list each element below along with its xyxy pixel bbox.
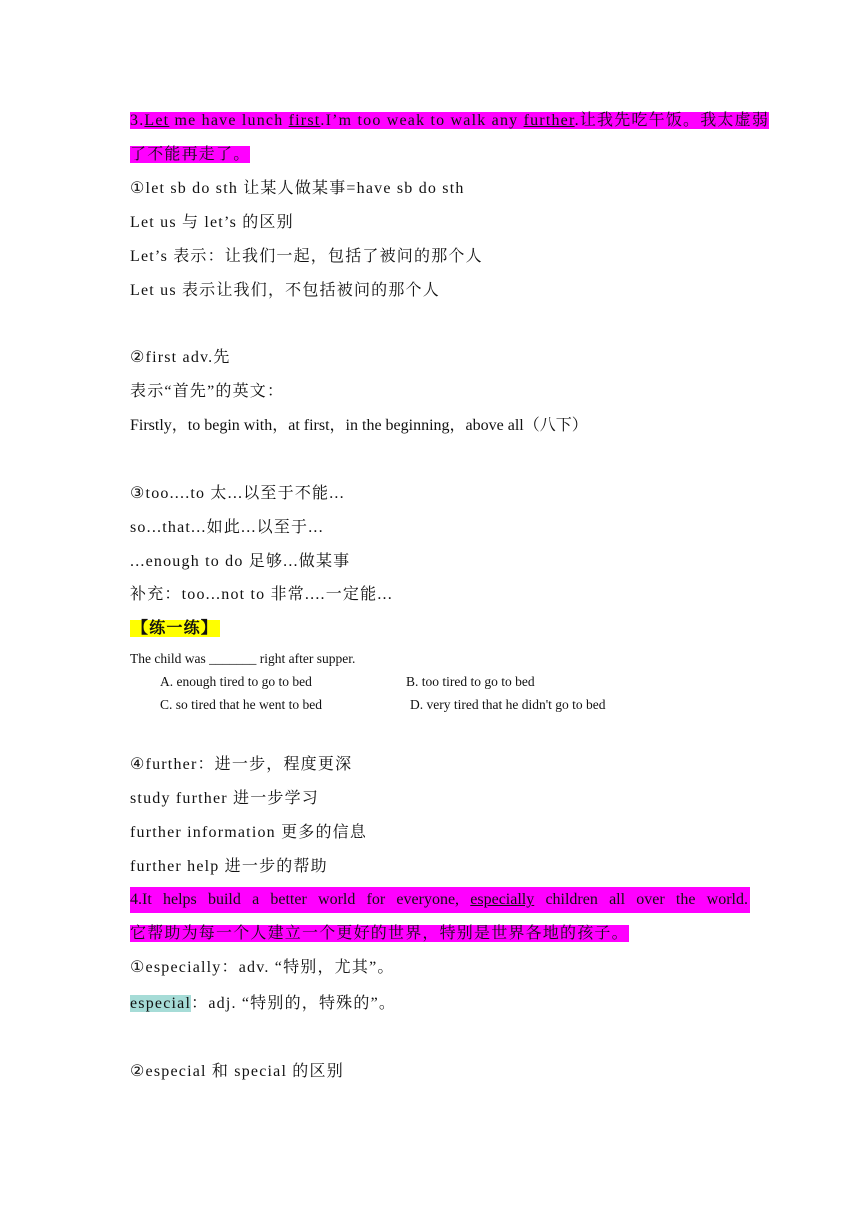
sentence-3-line-1 [130,108,769,134]
option-c: C. so tired that he went to bed [160,697,322,712]
note-let-title: ①let sb do sth 让某人做某事=have sb do sth [130,180,465,197]
note-first-line-1: 表示“首先”的英文： [130,383,285,400]
text-fragment: ：adj. “特别的，特殊的”。 [191,995,397,1012]
sentence-number: 3. [130,112,145,129]
note-further-title: ④further：进一步，程度更深 [130,756,353,773]
note-too-line-3: 补充：too...not to 非常....一定能... [130,586,393,603]
note-too-line-1: so...that...如此...以至于... [130,519,324,536]
note-especial-line [130,991,396,1017]
practice-label: 【练一练】 [132,620,219,637]
word-especial: especial [130,995,192,1012]
option-d: D. very tired that he didn't go to bed [410,697,606,712]
practice-question: The child was _______ right after supper. [130,651,356,666]
text-fragment: me have lunch [169,112,289,129]
note-let-line-3: Let us 表示让我们，不包括被问的那个人 [130,282,440,299]
note-further-line-1: study further 进一步学习 [130,790,320,807]
note-further-line-2: further information 更多的信息 [130,824,368,841]
sentence-3-translation: 了不能再走了。 [130,146,251,163]
note-first-line-2: Firstly，to begin with，at first，in the beginning，above all（八下） [130,417,588,434]
option-a: A. enough tired to go to bed [160,674,312,689]
sentence-4-translation: 它帮助为每一个人建立一个更好的世界，特别是世界各地的孩子。 [130,925,629,942]
text-fragment: .I’m too weak to walk any [320,112,524,129]
note-too-title: ③too....to 太...以至于不能... [130,485,345,502]
sentence-3-line-2 [130,142,250,168]
option-b: B. too tired to go to bed [406,674,535,689]
word-especially: especially [470,891,535,908]
sentence-3-highlight [130,112,769,129]
sentence-4-line-2 [130,921,629,947]
text-fragment: .让我先吃午饭。我太虚弱 [574,112,770,129]
note-especially-title: ①especially：adv. “特别，尤其”。 [130,959,395,976]
note-let-line-1: Let us 与 let’s 的区别 [130,214,294,231]
text-fragment: children all over the world. [534,891,749,908]
note-difference: ②especial 和 special 的区别 [130,1063,344,1080]
sentence-4-line-1 [130,887,750,913]
note-let-line-2: Let’s 表示：让我们一起，包括了被问的那个人 [130,248,483,265]
word-let: Let [144,112,170,129]
word-further: further [523,112,575,129]
practice-label-row [130,616,220,642]
note-further-line-3: further help 进一步的帮助 [130,858,328,875]
word-first: first [288,112,321,129]
note-first-title: ②first adv.先 [130,349,231,366]
note-too-line-2: ...enough to do 足够...做某事 [130,553,351,570]
text-fragment: 4.It helps build a better world for everyone, [130,891,471,908]
